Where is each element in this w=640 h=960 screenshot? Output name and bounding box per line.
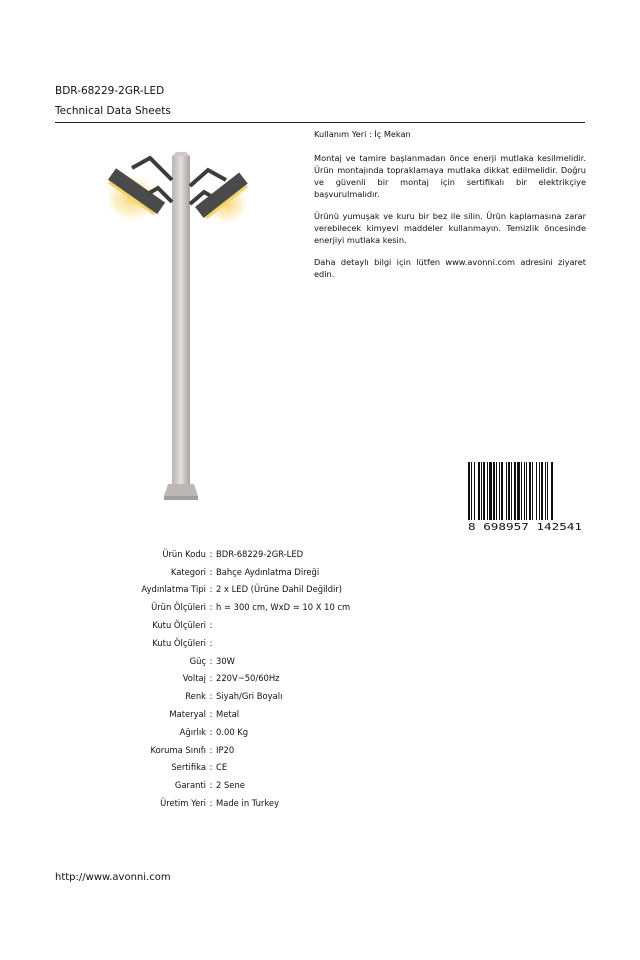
barcode-bar <box>551 462 553 520</box>
spec-label: Garanti <box>174 780 206 791</box>
spec-value: Metal <box>216 709 240 720</box>
barcode-bar <box>532 462 533 520</box>
website-note: Daha detaylı bilgi için lütfen www.avonni.com adresini ziyaret edin. <box>314 257 586 279</box>
barcode-bar <box>511 462 512 520</box>
spec-label: Üretim Yeri <box>160 798 206 809</box>
barcode-bar <box>487 462 488 520</box>
barcode-bar <box>539 462 540 520</box>
spec-colon: : <box>209 762 213 773</box>
barcode-bar <box>468 462 470 520</box>
spec-value: Siyah/Gri Boyalı <box>216 691 283 702</box>
spec-colon: : <box>209 780 213 791</box>
spec-colon: : <box>209 584 213 595</box>
barcode-number: 8 698957 142541 <box>468 522 583 532</box>
spec-label: Voltaj <box>182 673 206 684</box>
usage-location: Kullanım Yeri : İç Mekan <box>314 129 411 139</box>
spec-row <box>100 545 350 563</box>
spec-label: Kategori <box>170 566 206 577</box>
spec-value: CE <box>216 762 228 773</box>
barcode-bar <box>529 462 531 520</box>
barcode-bar <box>521 462 522 520</box>
spec-value: 2 Sene <box>216 780 245 791</box>
spec-label: Renk <box>185 691 206 702</box>
barcode-bar <box>514 462 516 520</box>
spec-value: 2 x LED (Ürüne Dahil Değildir) <box>216 584 343 595</box>
barcode-bar <box>506 462 507 520</box>
spec-row <box>100 563 350 581</box>
spec-value: BDR-68229-2GR-LED <box>216 548 304 559</box>
spec-value: Made in Turkey <box>216 798 280 809</box>
spec-row <box>100 581 350 599</box>
spec-colon: : <box>209 691 213 702</box>
spec-colon: : <box>209 744 213 755</box>
spec-value: 30W <box>216 655 235 666</box>
spec-row <box>100 776 350 794</box>
barcode-bars <box>468 462 553 520</box>
spec-colon: : <box>209 566 213 577</box>
barcode-bar <box>526 462 527 520</box>
document-subtitle: Technical Data Sheets <box>55 105 171 117</box>
spec-row <box>100 741 350 759</box>
spec-label: Kutu Ölçüleri <box>152 637 206 648</box>
spec-colon: : <box>209 602 213 613</box>
spec-label: Koruma Sınıfı <box>150 744 206 755</box>
spec-colon: : <box>209 709 213 720</box>
barcode-bar <box>541 462 543 520</box>
barcode-bar <box>517 462 520 520</box>
product-image <box>100 140 260 510</box>
barcode-bar <box>489 462 492 520</box>
footer-website-link[interactable]: http://www.avonni.com <box>55 872 171 883</box>
spec-label: Aydınlatma Tipi <box>141 584 206 595</box>
spec-label: Materyal <box>169 709 206 720</box>
spec-value: h = 300 cm, WxD = 10 X 10 cm <box>216 602 351 613</box>
spec-row <box>100 759 350 777</box>
barcode-bar <box>478 462 480 520</box>
spec-table <box>100 545 350 812</box>
product-code-title: BDR-68229-2GR-LED <box>55 85 165 97</box>
spec-colon: : <box>209 620 213 631</box>
barcode-bar <box>524 462 525 520</box>
spec-value: 220V~50/60Hz <box>216 673 280 684</box>
spec-row <box>100 687 350 705</box>
spec-label: Sertifika <box>171 762 206 773</box>
spec-colon: : <box>209 637 213 648</box>
barcode-bar <box>536 462 537 520</box>
spec-row <box>100 723 350 741</box>
spec-colon: : <box>209 798 213 809</box>
product-info <box>314 128 586 290</box>
barcode-bar <box>483 462 485 520</box>
barcode-bar <box>508 462 510 520</box>
installation-warning: Montaj ve tamire başlanmadan önce enerji mutlaka kesilmelidir. Ürün montajında topraklamaya mutlaka dikkat edilmelidir. Doğru ve güvenli bir montaj için sertifikalı bir elektrikçiye başvurulmalıdır. <box>314 153 586 199</box>
barcode-bar <box>471 462 472 520</box>
spec-label: Ağırlık <box>179 726 206 737</box>
spec-row <box>100 652 350 670</box>
cleaning-instructions: Ürünü yumuşak ve kuru bir bez ile silin. Ürün kaplamasına zarar verebilecek kimyevi maddeler kullanmayın. Temizlik öncesinde enerjiyi mutlaka kesin. <box>314 211 586 245</box>
barcode-bar <box>474 462 475 520</box>
barcode-bar <box>496 462 497 520</box>
spec-row <box>100 794 350 812</box>
spec-row <box>100 598 350 616</box>
barcode-bar <box>493 462 495 520</box>
spec-value: 0.00 Kg <box>216 726 249 737</box>
barcode-bar <box>501 462 503 520</box>
spec-row <box>100 634 350 652</box>
barcode-bar <box>545 462 546 520</box>
barcode-bar <box>547 462 548 520</box>
spec-value: IP20 <box>216 744 235 755</box>
spec-row <box>100 670 350 688</box>
spec-colon: : <box>209 548 213 559</box>
header-divider <box>55 122 585 123</box>
spec-label: Ürün Kodu <box>162 548 206 559</box>
spec-label: Ürün Ölçüleri <box>151 602 206 613</box>
spec-label: Kutu Ölçüleri <box>152 620 206 631</box>
barcode-bar <box>499 462 500 520</box>
spec-colon: : <box>209 673 213 684</box>
spec-value: Bahçe Aydınlatma Direği <box>216 566 320 577</box>
spec-label: Güç <box>189 655 206 666</box>
spec-row <box>100 616 350 634</box>
spec-colon: : <box>209 655 213 666</box>
barcode-bar <box>481 462 482 520</box>
barcode <box>466 462 584 532</box>
document-header <box>55 84 585 123</box>
spec-colon: : <box>209 726 213 737</box>
spec-row <box>100 705 350 723</box>
